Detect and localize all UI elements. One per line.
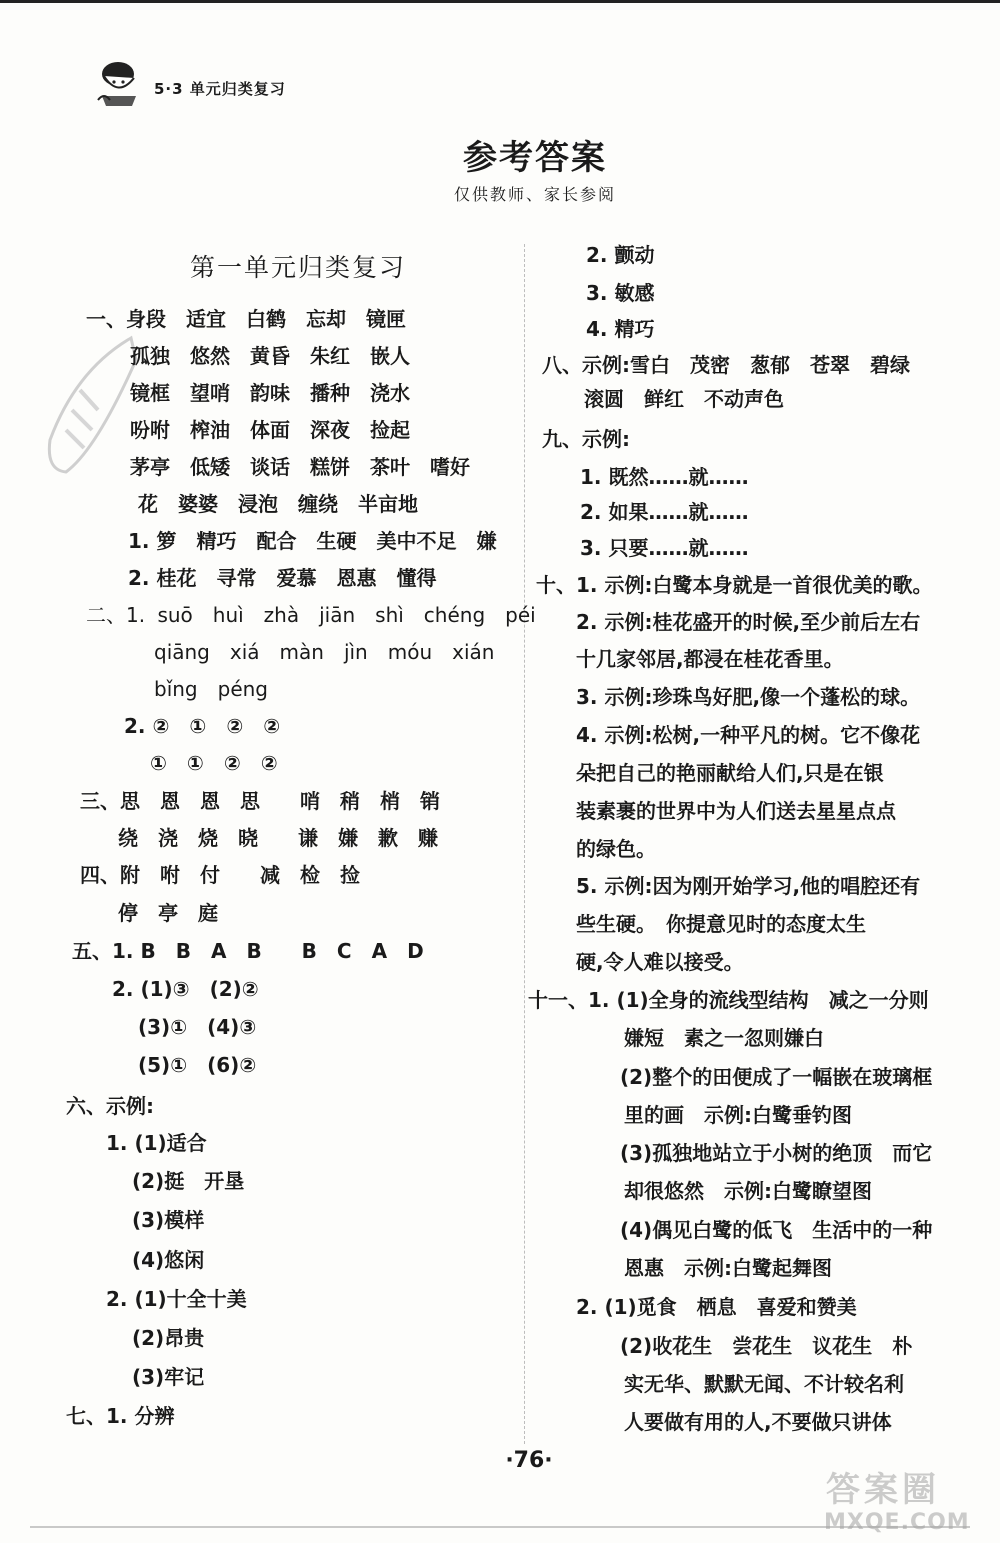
answer-line: 孤独 悠然 黄昏 朱红 嵌人 — [130, 344, 410, 368]
watermark — [818, 1458, 988, 1538]
answer-line: 4. 示例:松树,一种平凡的树。它不像花 — [576, 723, 921, 747]
answer-line: 1. 箩 精巧 配合 生硬 美中不足 嫌 — [128, 529, 497, 553]
column-divider — [524, 244, 525, 1444]
answer-line: 茅亭 低矮 谈话 糕饼 茶叶 嗜好 — [130, 455, 470, 479]
watermark-logo: 答案圈 — [826, 1470, 940, 1510]
answer-line: 1. (1)适合 — [106, 1131, 207, 1155]
answer-line: (2)昂贵 — [132, 1326, 205, 1350]
pinyin-line: bǐng péng — [154, 677, 268, 701]
answer-line: 滚圆 鲜红 不动声色 — [584, 387, 784, 411]
answer-line: 却很悠然 示例:白鹭瞭望图 — [624, 1179, 872, 1203]
series-label: 5·3 单元归类复习 — [154, 80, 286, 98]
answer-line: 嫌短 素之一忽则嫌白 — [624, 1026, 824, 1050]
answer-line: 三、思 恩 恩 思 哨 稍 梢 销 — [80, 789, 440, 813]
answer-line: ① ① ② ② — [150, 751, 278, 775]
page-title: 参考答案 — [463, 138, 607, 178]
answer-line: 2. 示例:桂花盛开的时候,至少前后左右 — [576, 610, 921, 634]
answer-line: (5)① (6)② — [138, 1053, 257, 1077]
answer-line: 吩咐 榨油 体面 深夜 捡起 — [130, 418, 410, 442]
answer-line: 八、示例:雪白 茂密 葱郁 苍翠 碧绿 — [542, 353, 910, 377]
pinyin-line: 二、1. suō huì zhà jiān shì chéng péi — [86, 603, 536, 627]
answer-line: 1. 既然……就…… — [580, 465, 749, 489]
answer-line: (4)悠闲 — [132, 1248, 205, 1272]
answer-line: 些生硬。 你提意见时的态度太生 — [576, 912, 866, 936]
section-title: 第一单元归类复习 — [190, 253, 407, 282]
answer-line: 3. 只要……就…… — [580, 536, 749, 560]
answer-line: 九、示例: — [542, 427, 630, 451]
top-rule — [0, 0, 1000, 3]
answer-line: 2. 颤动 — [586, 243, 655, 267]
answer-line: 硬,令人难以接受。 — [576, 950, 744, 974]
answer-line: (2)挺 开垦 — [132, 1169, 245, 1193]
answer-line: 4. 精巧 — [586, 317, 655, 341]
answer-line: (3)牢记 — [132, 1365, 205, 1389]
answer-line: 停 亭 庭 — [118, 901, 218, 925]
answer-line: 六、示例: — [66, 1094, 154, 1118]
answer-line: 镜框 望哨 韵味 播种 浇水 — [130, 381, 410, 405]
answer-line: (2)整个的田便成了一幅嵌在玻璃框 — [620, 1065, 933, 1089]
answer-line: 十、1. 示例:白鹭本身就是一首很优美的歌。 — [536, 573, 933, 597]
answer-line: 2. 如果……就…… — [580, 500, 749, 524]
answer-line: 2. 桂花 寻常 爱慕 恩惠 懂得 — [128, 566, 437, 590]
answer-line: (3)孤独地站立于小树的绝顶 而它 — [620, 1141, 933, 1165]
answer-line: 5. 示例:因为刚开始学习,他的唱腔还有 — [576, 874, 921, 898]
answer-line: (3)模样 — [132, 1208, 205, 1232]
answer-line: 2. (1)十全十美 — [106, 1287, 247, 1311]
answer-line: 3. 敏感 — [586, 281, 655, 305]
answer-line: 恩惠 示例:白鹭起舞图 — [624, 1256, 832, 1280]
mascot-icon — [96, 58, 148, 108]
answer-line: 2. (1)③ (2)② — [112, 977, 259, 1001]
answer-line: 人要做有用的人,不要做只讲体 — [624, 1410, 892, 1434]
answer-line: 五、1. B B A B B C A D — [72, 939, 424, 963]
page-subtitle: 仅供教师、家长参阅 — [453, 185, 616, 204]
answer-line: 四、附 咐 付 减 检 捡 — [80, 863, 360, 887]
watermark-url: MXQE.COM — [824, 1510, 970, 1535]
page-number: ·76· — [505, 1448, 553, 1473]
answer-line: 3. 示例:珍珠鸟好肥,像一个蓬松的球。 — [576, 685, 921, 709]
answer-line: 七、1. 分辨 — [66, 1404, 175, 1428]
answer-line: 2. (1)觅食 栖息 喜爱和赞美 — [576, 1295, 857, 1319]
answer-line: (4)偶见白鹭的低飞 生活中的一种 — [620, 1218, 933, 1242]
answer-line: 绕 浇 烧 晓 谦 嫌 歉 赚 — [118, 826, 438, 850]
answer-line: 一、身段 适宜 白鹤 忘却 镜匣 — [86, 307, 406, 331]
answer-line: 朵把自己的艳丽献给人们,只是在银 — [576, 761, 884, 785]
answer-line: 十几家邻居,都浸在桂花香里。 — [576, 647, 844, 671]
answer-line: 十一、1. (1)全身的流线型结构 减之一分则 — [528, 988, 929, 1012]
answer-line: 里的画 示例:白鹭垂钓图 — [624, 1103, 852, 1127]
answer-line: 花 婆婆 浸泡 缠绕 半亩地 — [138, 492, 418, 516]
pinyin-line: qiāng xiá màn jìn móu xián — [154, 640, 495, 664]
answer-line: 实无华、默默无闻、不计较名利 — [624, 1372, 904, 1396]
answer-line: 的绿色。 — [576, 837, 656, 861]
answer-line: (2)收花生 尝花生 议花生 朴 — [620, 1334, 913, 1358]
answer-line: (3)① (4)③ — [138, 1015, 257, 1039]
answer-line: 装素裹的世界中为人们送去星星点点 — [576, 799, 896, 823]
answer-line: 2. ② ① ② ② — [124, 714, 281, 738]
